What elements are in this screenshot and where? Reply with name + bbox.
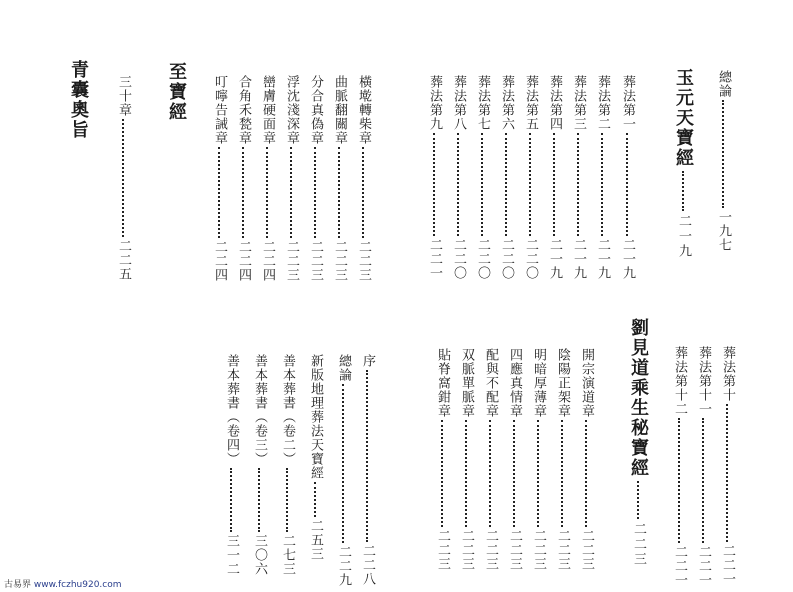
toc-entry-page: 三〇六	[252, 534, 267, 576]
toc-entry-dingning	[213, 75, 226, 282]
toc-entry-page: 二二〇	[475, 238, 490, 280]
toc-entry-shuangmai	[460, 348, 473, 571]
leader-dots	[342, 384, 344, 543]
leader-dots	[585, 420, 587, 527]
toc-entry-zonglun	[717, 70, 730, 252]
toc-entry-title: 双脈單脈章	[459, 348, 474, 418]
leader-dots	[433, 133, 435, 236]
toc-entry-title: 葬法第十二	[672, 346, 687, 416]
toc-entry-page: 二二〇	[523, 238, 538, 280]
toc-entry-title: 葬法第十一	[696, 346, 711, 416]
toc-entry-page: 二二三	[459, 529, 474, 571]
toc-entry-shanben-2	[281, 354, 294, 576]
toc-entry-page: 二二一	[720, 544, 735, 586]
leader-dots	[513, 420, 515, 527]
toc-entry-title: 曲脈翻關章	[332, 75, 347, 145]
section-heading-yuyuan	[670, 68, 696, 259]
toc-entry-page: 二二三	[579, 529, 594, 571]
leader-dots	[577, 133, 579, 236]
footer-url[interactable]: www.fczhu920.com	[33, 580, 122, 590]
toc-entry-shanben-4	[225, 354, 238, 576]
toc-entry-zangfa-10	[721, 346, 734, 586]
leader-dots	[637, 481, 639, 519]
leader-dots	[489, 420, 491, 527]
toc-entry-title: 善本葬書（卷四）	[224, 354, 239, 466]
toc-entry-page: 二二三	[332, 240, 347, 282]
toc-entry-zangfa-7	[476, 75, 489, 280]
toc-entry-page: 二二一	[427, 238, 442, 280]
toc-entry-page: 二一九	[571, 238, 586, 280]
toc-entry-zangfa-5	[524, 75, 537, 280]
toc-entry-shanben-3	[253, 354, 266, 576]
toc-entry-page: 二二四	[260, 240, 275, 282]
leader-dots	[537, 420, 539, 527]
footer-site: 古易界	[4, 580, 32, 590]
heading-title: 青囊奧旨	[68, 60, 89, 140]
toc-entry-fenhe	[309, 75, 322, 282]
toc-entry-page: 二二三	[308, 240, 323, 282]
toc-entry-page: 二二三	[483, 529, 498, 571]
toc-entry-xu	[361, 354, 374, 586]
toc-entry-zangfa-9	[428, 75, 441, 280]
toc-entry-title: 巒膚硬面章	[260, 75, 275, 145]
toc-entry-mingan	[532, 348, 545, 571]
toc-entry-title: 葬法第八	[451, 75, 466, 131]
leader-dots	[230, 468, 232, 532]
toc-entry-page: 二五三	[308, 519, 323, 561]
toc-entry-page: 二一九	[547, 238, 562, 280]
toc-entry-page: 二二三	[555, 529, 570, 571]
toc-entry-title: 善本葬書（卷三）	[252, 354, 267, 466]
toc-entry-page: 二二三	[507, 529, 522, 571]
toc-entry-page: 二二三	[435, 529, 450, 571]
leader-dots	[338, 147, 340, 238]
toc-entry-sanshi	[117, 75, 130, 281]
toc-entry-title: 葬法第二	[595, 75, 610, 131]
toc-entry-title: 分合真偽章	[308, 75, 323, 145]
toc-entry-zangfa-1	[621, 75, 634, 280]
toc-entry-page: 二一九	[595, 238, 610, 280]
toc-entry-page: 二二五	[116, 239, 131, 281]
toc-entry-title: 葬法第四	[547, 75, 562, 131]
section-heading-qingnang	[65, 60, 91, 140]
toc-entry-title: 貼脊窩鉗章	[435, 348, 450, 418]
section-heading-zhibao	[163, 62, 189, 122]
toc-entry-fuchen	[285, 75, 298, 282]
toc-entry-title: 葬法第六	[499, 75, 514, 131]
toc-entry-page: 二二一	[672, 545, 687, 587]
toc-entry-title: 新版地理葬法天寶經	[308, 354, 323, 480]
toc-entry-zonglun-2	[337, 354, 350, 587]
leader-dots	[441, 420, 443, 527]
heading-title: 劉見道乘生秘寶經	[628, 318, 649, 478]
toc-entry-title: 三十章	[116, 75, 131, 117]
leader-dots	[702, 418, 704, 543]
leader-dots	[682, 171, 684, 211]
leader-dots	[258, 468, 260, 532]
leader-dots	[266, 147, 268, 238]
toc-entry-title: 叮嚀告誡章	[212, 75, 227, 145]
leader-dots	[314, 147, 316, 238]
heading-title: 玉元天寶經	[673, 68, 694, 168]
leader-dots	[529, 133, 531, 236]
leader-dots	[286, 468, 288, 532]
toc-entry-page: 二二四	[212, 240, 227, 282]
leader-dots	[601, 133, 603, 236]
watermark-footer	[4, 577, 122, 590]
toc-entry-page: 二二三	[284, 240, 299, 282]
toc-entry-page: 二二三	[531, 529, 546, 571]
toc-entry-zangfa-4	[548, 75, 561, 280]
leader-dots	[122, 119, 124, 237]
toc-entry-tieji	[436, 348, 449, 571]
section-heading-liu	[625, 318, 651, 567]
leader-dots	[561, 420, 563, 527]
toc-entry-page: 二二〇	[451, 238, 466, 280]
leader-dots	[465, 420, 467, 527]
leader-dots	[242, 147, 244, 238]
toc-entry-title: 序	[360, 354, 375, 368]
leader-dots	[314, 482, 316, 517]
toc-entry-qumai	[333, 75, 346, 282]
heading-page: 二二三	[631, 522, 646, 567]
toc-entry-siying	[508, 348, 521, 571]
toc-entry-title: 善本葬書（卷二）	[280, 354, 295, 466]
toc-entry-page: 二七三	[280, 534, 295, 576]
toc-entry-title: 明暗厚薄章	[531, 348, 546, 418]
toc-entry-zangfa-11	[697, 346, 710, 587]
toc-entry-xinban	[309, 354, 322, 561]
toc-entry-title: 葬法第七	[475, 75, 490, 131]
toc-entry-zangfa-6	[500, 75, 513, 280]
toc-entry-yinyang	[556, 348, 569, 571]
toc-entry-luanfu	[261, 75, 274, 282]
toc-entry-title: 葬法第三	[571, 75, 586, 131]
toc-entry-title: 浮沈淺深章	[284, 75, 299, 145]
toc-entry-zangfa-12	[673, 346, 686, 587]
toc-entry-page: 二二一	[696, 545, 711, 587]
leader-dots	[553, 133, 555, 236]
toc-entry-title: 橫墘轉柴章	[356, 75, 371, 145]
toc-entry-title: 四應真情章	[507, 348, 522, 418]
toc-entry-title: 葬法第五	[523, 75, 538, 131]
toc-entry-title: 葬法第十	[720, 346, 735, 402]
toc-entry-title: 總論	[716, 70, 731, 98]
toc-entry-page: 一九七	[716, 210, 731, 252]
toc-entry-peiyu	[484, 348, 497, 571]
leader-dots	[481, 133, 483, 236]
leader-dots	[457, 133, 459, 236]
toc-entry-page: 二二九	[336, 545, 351, 587]
toc-entry-page: 二二四	[236, 240, 251, 282]
toc-entry-title: 總論	[336, 354, 351, 382]
leader-dots	[218, 147, 220, 238]
leader-dots	[290, 147, 292, 238]
toc-entry-page: 二二八	[360, 544, 375, 586]
heading-page: 二一九	[676, 214, 691, 259]
toc-entry-page: 二一九	[620, 238, 635, 280]
toc-entry-zangfa-2	[596, 75, 609, 280]
leader-dots	[678, 418, 680, 543]
toc-entry-hejiao	[237, 75, 250, 282]
leader-dots	[362, 147, 364, 238]
toc-entry-title: 葬法第九	[427, 75, 442, 131]
leader-dots	[726, 404, 728, 542]
leader-dots	[722, 100, 724, 208]
toc-entry-zangfa-8	[452, 75, 465, 280]
toc-entry-title: 開宗演道章	[579, 348, 594, 418]
toc-entry-title: 配與不配章	[483, 348, 498, 418]
heading-title: 至寶經	[166, 62, 187, 122]
toc-entry-page: 二二〇	[499, 238, 514, 280]
toc-entry-page: 三一二	[224, 534, 239, 576]
leader-dots	[505, 133, 507, 236]
toc-entry-title: 陰陽正架章	[555, 348, 570, 418]
leader-dots	[626, 133, 628, 236]
toc-entry-title: 合角禾甃章	[236, 75, 251, 145]
toc-entry-title: 葬法第一	[620, 75, 635, 131]
toc-entry-hengji	[357, 75, 370, 282]
toc-entry-kaizong	[580, 348, 593, 571]
leader-dots	[366, 370, 368, 542]
toc-entry-zangfa-3	[572, 75, 585, 280]
toc-entry-page: 二二三	[356, 240, 371, 282]
